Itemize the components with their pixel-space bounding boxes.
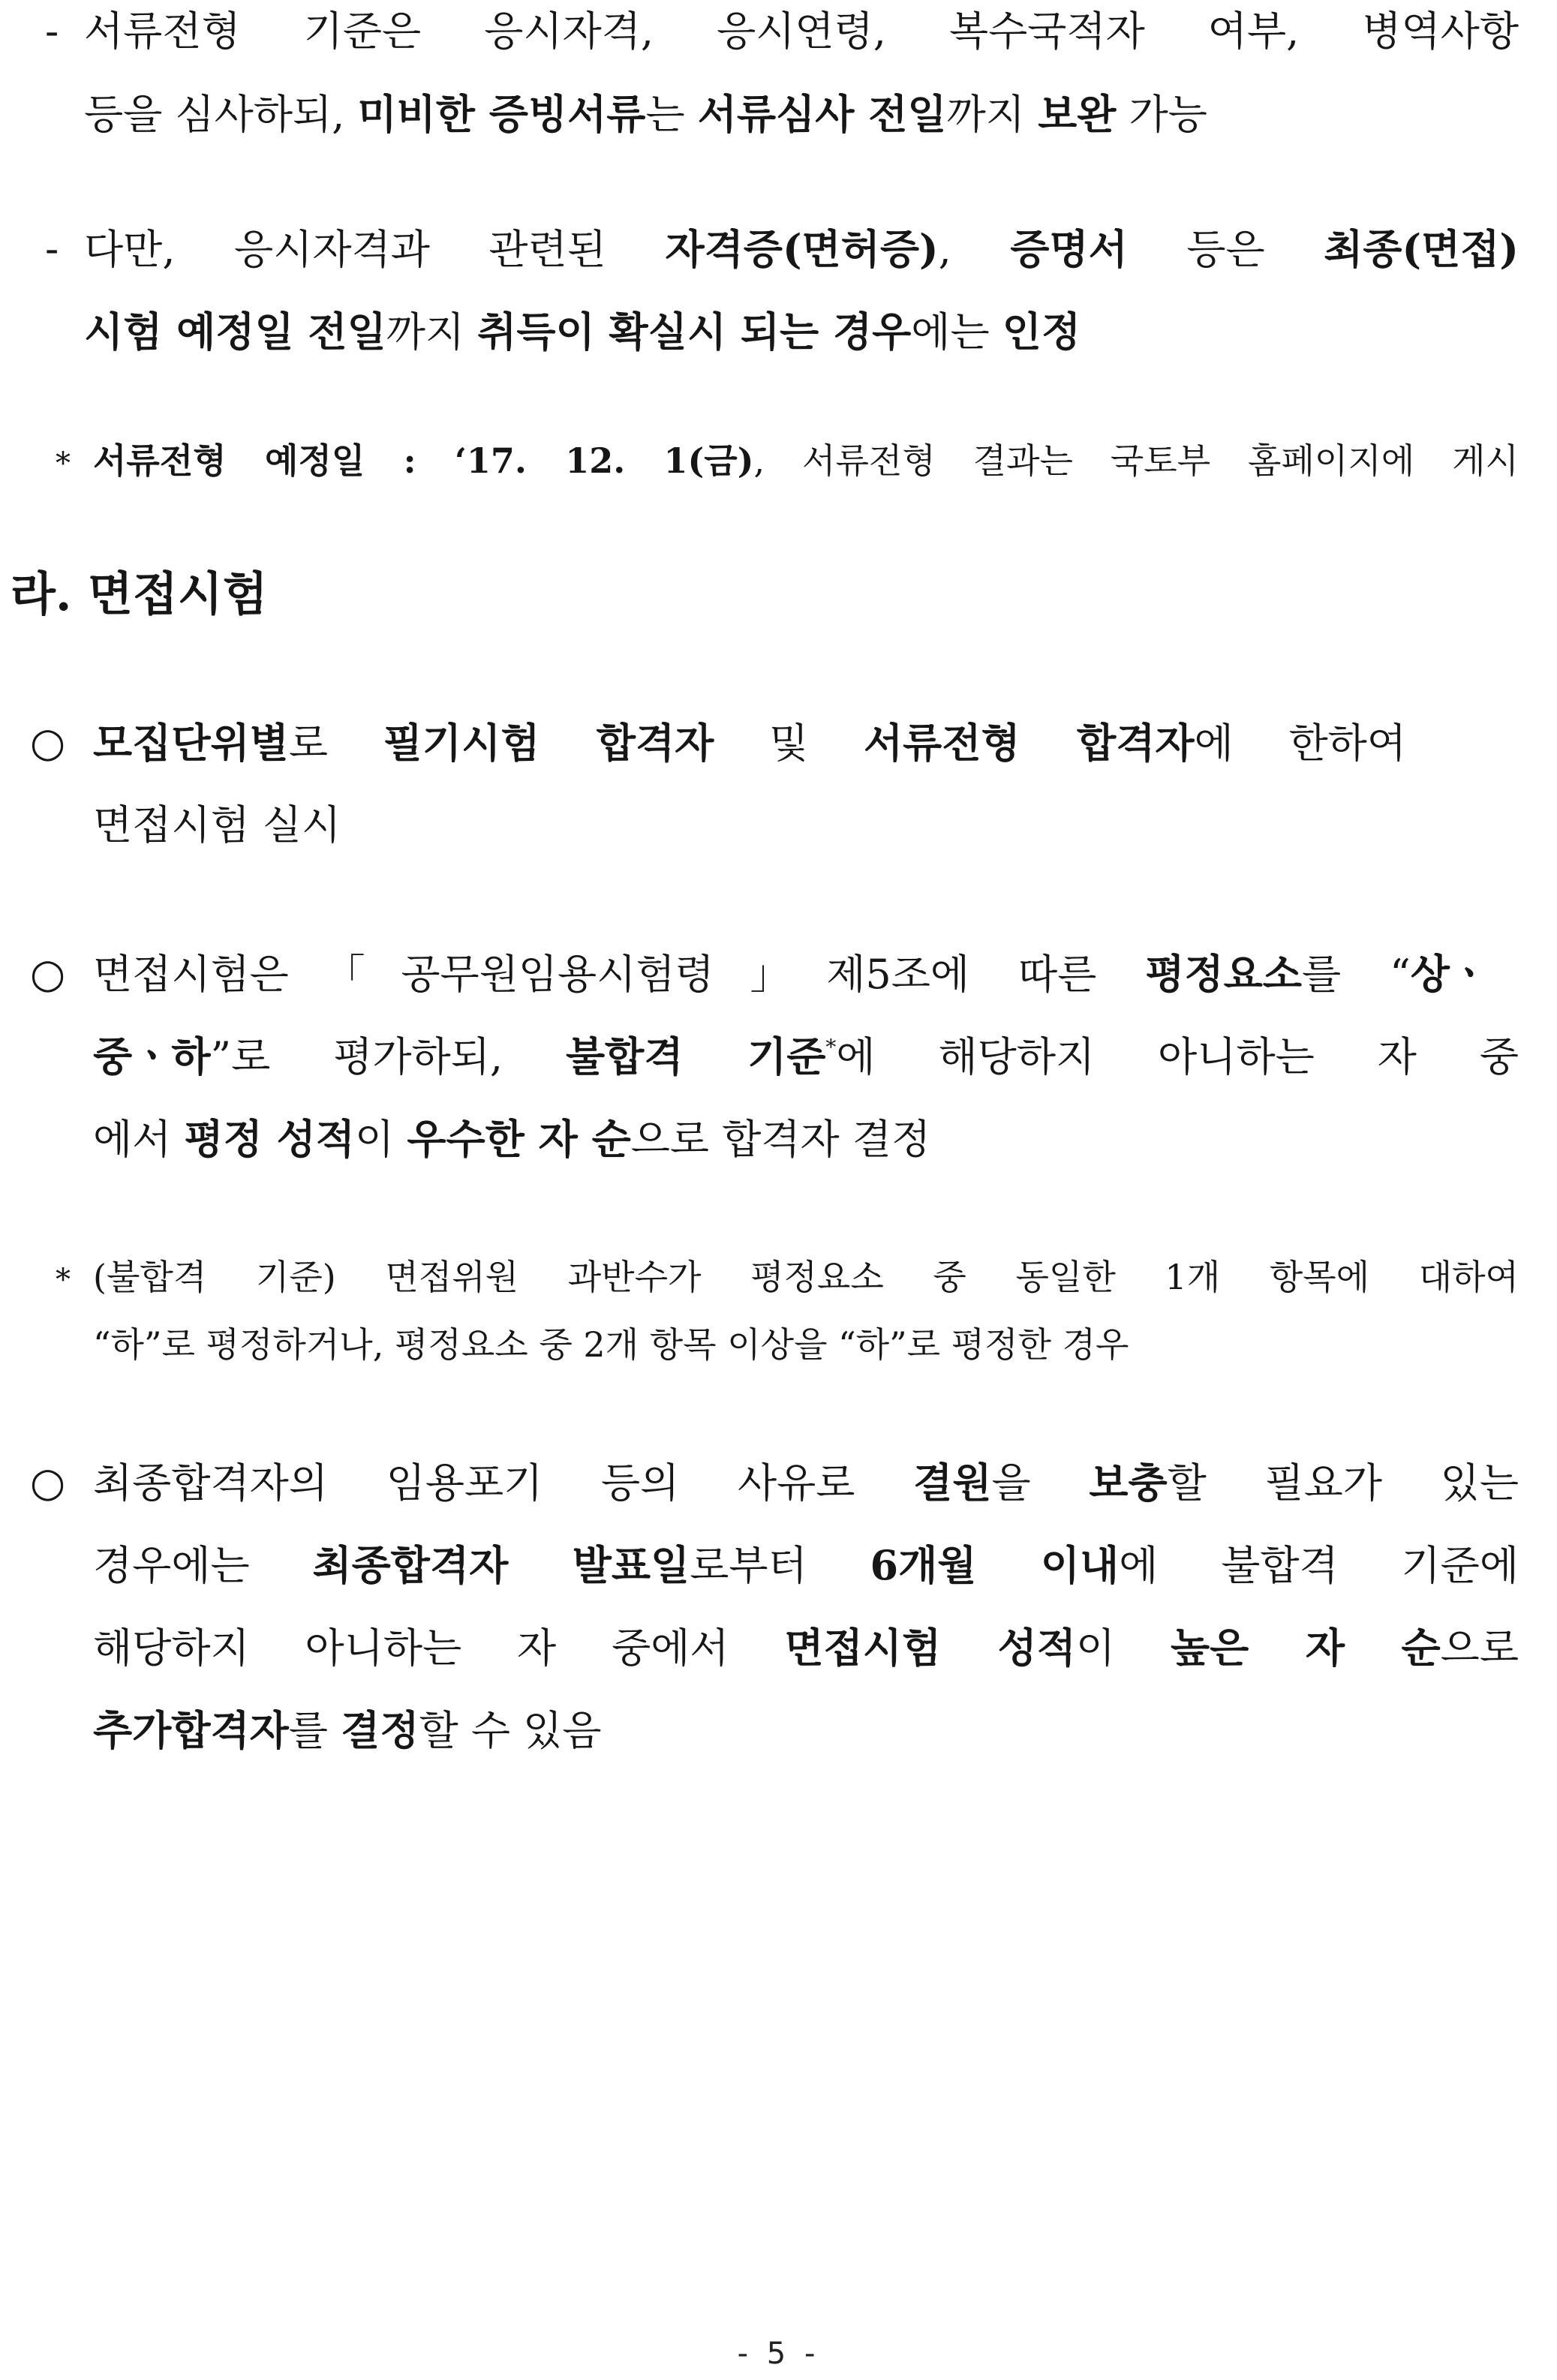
text-run: 할 필요가 있는 [1167,1459,1519,1507]
bold-text-run: 인정 [1002,308,1081,356]
text-run: 해당하지 아니하는 자 중에서 [93,1624,785,1672]
text-run: 를 [288,1707,341,1754]
bold-text-run: 우수한 자 순 [407,1115,631,1163]
note-line [93,1255,1519,1300]
dash-marker: - [45,225,59,272]
bold-text-run: 평정요소 [1145,950,1302,998]
circle-bullet-icon: ○ [30,719,66,766]
text-run: 할 수 있음 [419,1707,602,1754]
text-run: 에서 [93,1116,185,1163]
bold-text-run: 상ㆍ [1410,950,1489,998]
text-run: 다만, 응시자격과 관련된 [84,226,666,273]
bold-text-run: 높은 자 순 [1171,1624,1441,1672]
dash-marker: - [45,8,59,55]
text-run: 에 한하여 [1194,720,1406,767]
bold-text-run: 추가합격자 [93,1706,289,1754]
circle-bullet-icon: ○ [30,1459,66,1506]
bold-text-run: 자격증(면허증) [665,225,939,273]
asterisk-marker: * [56,1263,71,1297]
text-run: 는 [645,91,698,138]
bold-text-run: 서류전형 합격자 [864,719,1195,767]
text-run: 까지 [946,91,1039,138]
note-line [93,438,1519,483]
text-run: 서류전형 기준은 응시자격, 응시연령, 복수국적자 여부, 병역사항 [84,8,1519,55]
bold-text-run: 6개월 이내 [870,1541,1120,1589]
text-run: 로 [288,720,383,767]
text-run: 으로 [1440,1624,1519,1672]
bold-text-run: 중ㆍ하 [93,1032,211,1080]
paragraph-line [84,222,1519,276]
text-run: “하”로 평정하거나, 평정요소 중 2개 항목 이상을 “하”로 평정한 경우 [93,1324,1129,1365]
text-run: 면접시험은「공무원임용시험령」제5조에 따른 [93,951,1146,998]
paragraph-line [84,87,1519,141]
text-run: 으로 합격자 결정 [630,1116,931,1163]
footnote-marker: * [825,1035,837,1059]
page-number: - 5 - [737,2336,820,2371]
bold-text-run: 취득이 확실시 되는 경우 [477,308,912,356]
circle-bullet-icon: ○ [30,950,66,997]
text-run: 을 [991,1459,1090,1507]
text-run: 를 “ [1301,951,1411,998]
bold-text-run: 증명서 [1010,225,1128,273]
paragraph-line [93,947,1489,1001]
paragraph-line [84,5,1519,59]
text-run: 이 [1075,1624,1171,1672]
text-run: 등을 심사하되, [84,91,358,138]
asterisk-marker: * [56,446,71,481]
bold-text-run: 불합격 기준 [566,1032,826,1080]
bold-text-run: 보완 [1038,90,1117,138]
text-run: 까지 [386,308,478,356]
text-run: (불합격 기준) 면접위원 과반수가 평정요소 중 동일한 1개 항목에 대하여 [93,1257,1519,1297]
paragraph-line [93,716,1406,770]
text-run: 최종합격자의 임용포기 등의 사유로 [93,1459,914,1507]
section-heading: 라. 면접시험 [11,566,268,621]
text-run: 이 [354,1116,407,1163]
text-run: 및 [714,720,864,767]
text-run: 로부터 [690,1542,870,1589]
paragraph-line [93,1703,1519,1757]
bold-text-run: 모집단위별 [93,719,289,767]
text-run: , 서류전형 결과는 국토부 홈페이지에 게시 [753,440,1519,481]
paragraph-line [93,1029,1519,1083]
text-run: 면접시험 실시 [93,801,341,849]
note-line [93,1322,1519,1367]
bold-text-run: 보충 [1089,1459,1168,1507]
text-run: ”로 평가하되, [210,1033,566,1080]
bold-text-run: 필기시험 합격자 [383,719,714,767]
text-run: 에는 [911,308,1002,356]
bold-text-run: 시험 예정일 전일 [84,308,386,356]
paragraph-line [93,1538,1519,1592]
text-run: 에 해당하지 아니하는 자 중 [836,1033,1519,1080]
bold-text-run: 평정 성적 [184,1115,355,1163]
text-run: 에 불합격 기준에 [1119,1542,1519,1589]
paragraph-line [93,1112,1519,1166]
bold-text-run: 결원 [913,1459,992,1507]
text-run: 가능 [1116,91,1207,138]
paragraph-line [93,798,1519,852]
bold-text-run: 최종합격자 발표일 [312,1541,690,1589]
bold-text-run: 서류심사 전일 [697,90,947,138]
paragraph-line [93,1621,1519,1675]
text-run: , [938,226,1011,273]
text-run: 등은 [1127,226,1324,273]
text-run: 경우에는 [93,1542,313,1589]
bold-text-run: 미비한 증빙서류 [357,90,646,138]
paragraph-line [93,1456,1519,1510]
bold-text-run: 면접시험 성적 [784,1624,1076,1672]
bold-text-run: 서류전형 예정일 : ‘17. 12. 1(금) [93,440,754,481]
bold-text-run: 최종(면접) [1324,225,1519,273]
paragraph-line [84,305,1519,359]
bold-text-run: 결정 [341,1706,419,1754]
